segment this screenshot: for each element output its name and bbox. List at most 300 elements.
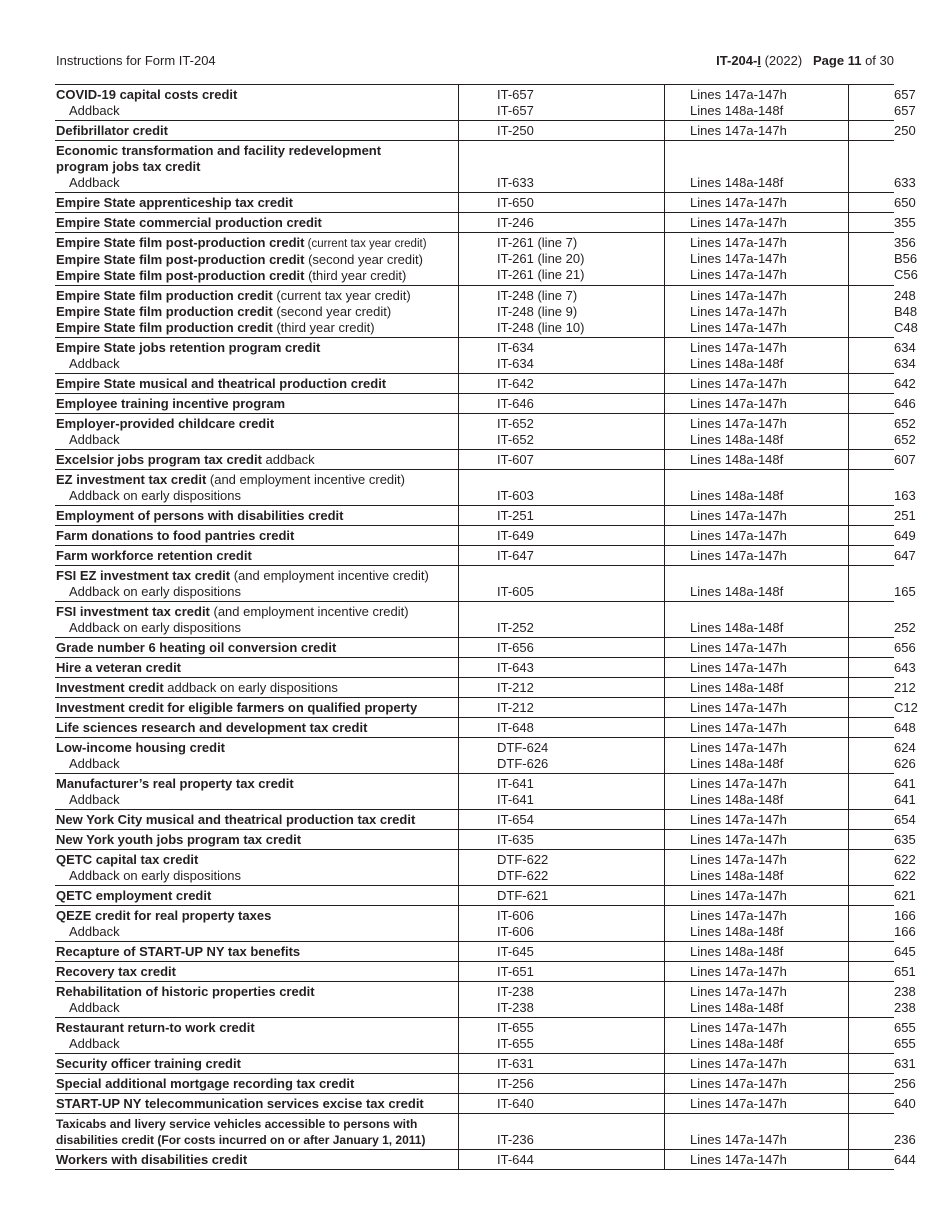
lines-value: Lines 148a-148f [690,432,784,447]
lines-value: Lines 148a-148f [690,792,784,807]
table-row [55,1074,894,1094]
addback-label: Addback [69,1000,120,1015]
credit-name: Excelsior jobs program tax credit [56,452,262,467]
table-row [55,906,894,942]
lines-value: Lines 147a-147h [690,320,787,335]
credit-name: Farm workforce retention credit [56,548,252,563]
credit-name-line [56,984,458,1000]
credit-name-line [56,964,458,980]
form-number: IT-251 [497,508,534,523]
credit-name: Empire State musical and theatrical production credit [56,376,387,391]
form-number: IT-647 [497,548,534,563]
lines-value: Lines 148a-148f [690,868,784,883]
form-number: IT-656 [497,640,534,655]
credit-name-cell [55,193,459,213]
document-title: Instructions for Form IT-204 [56,53,216,68]
credit-name-line [56,584,458,600]
credit-name-line [56,320,458,336]
lines-cell [665,774,849,810]
form-cell [459,1018,665,1054]
lines-cell [665,982,849,1018]
lines-cell [665,698,849,718]
form-cell [459,470,665,506]
code-cell: 252 [849,602,895,638]
credit-name: New York City musical and theatrical production tax credit [56,812,416,827]
credit-name-cell [55,1150,459,1170]
form-number: IT-605 [497,584,534,599]
code-cell: 621 [849,886,895,906]
code-cell: 651 [849,962,895,982]
credit-name-line [56,472,458,488]
credit-name-cell [55,85,459,121]
credit-name-line [56,868,458,884]
credit-name-line [56,620,458,636]
form-number: DTF-626 [497,756,549,771]
form-number: IT-246 [497,215,534,230]
table-row [55,982,894,1018]
addback-label: Addback on early dispositions [69,584,241,599]
credit-name-cell [55,213,459,233]
credit-name-line [56,215,458,231]
credit-name-cell [55,338,459,374]
lines-value: Lines 148a-148f [690,356,784,371]
page-number: Page 11 [813,53,862,68]
credit-name-line [56,1132,458,1148]
credit-name-line [56,756,458,772]
table-row [55,830,894,850]
form-cell [459,1150,665,1170]
credit-name-line [56,288,458,304]
lines-value: Lines 147a-147h [690,740,787,755]
credit-name: Recapture of START-UP NY tax benefits [56,944,301,959]
credit-name-line [56,1116,458,1132]
code-cell: 236 [849,1114,895,1150]
form-number: IT-256 [497,1076,534,1091]
credit-name-cell [55,374,459,394]
code-cell: 607 [849,450,895,470]
code-cell: 166 166 [849,906,895,942]
form-number: IT-236 [497,1132,534,1147]
form-number: IT-607 [497,452,534,467]
code-cell: 646 [849,394,895,414]
form-number: IT-641 [497,792,534,807]
lines-cell [665,1114,849,1150]
code-cell: 165 [849,566,895,602]
credits-table [55,84,918,1170]
credit-name-cell [55,1114,459,1150]
code-cell: 248 B48 C48 [849,286,895,338]
credit-name: Workers with disabilities credit [56,1152,248,1167]
form-cell [459,394,665,414]
form-cell [459,121,665,141]
credit-name-cell [55,850,459,886]
credit-name-line [56,528,458,544]
form-number [497,604,664,620]
table-row [55,450,894,470]
credit-name: Economic transformation and facility redevelopment [56,143,382,158]
form-cell [459,678,665,698]
lines-value: Lines 147a-147h [690,1076,787,1091]
form-number: IT-643 [497,660,534,675]
code-cell: 642 [849,374,895,394]
code-cell: 640 [849,1094,895,1114]
form-number: IT-635 [497,832,534,847]
credit-note: (third year credit) [272,320,375,335]
lines-value: Lines 147a-147h [690,528,787,543]
code-cell: 238 238 [849,982,895,1018]
lines-value: Lines 147a-147h [690,508,787,523]
form-number: IT-657 [497,103,534,118]
credit-name: FSI investment tax credit [56,604,210,619]
table-row [55,374,894,394]
form-number: IT-261 (line 21) [497,267,585,282]
table-row [55,286,894,338]
form-number: IT-261 (line 20) [497,251,585,266]
credit-name-line [56,812,458,828]
credit-name-cell [55,982,459,1018]
lines-value: Lines 147a-147h [690,195,787,210]
credit-name-cell [55,141,459,193]
form-cell [459,982,665,1018]
lines-value: Lines 147a-147h [690,812,787,827]
form-number: IT-649 [497,528,534,543]
code-cell: 644 [849,1150,895,1170]
credit-note: (and employment incentive credit) [206,472,405,487]
credit-name-line [56,660,458,676]
credit-name: Special additional mortgage recording tax credit [56,1076,355,1091]
form-cell [459,526,665,546]
lines-value: Lines 148a-148f [690,924,784,939]
table-row [55,566,894,602]
credit-name-cell [55,602,459,638]
form-cell [459,546,665,566]
credit-name-line [56,340,458,356]
page-total: of 30 [865,53,894,68]
credit-name: Farm donations to food pantries credit [56,528,295,543]
code-cell: 631 [849,1054,895,1074]
lines-value: Lines 148a-148f [690,488,784,503]
credit-name-cell [55,886,459,906]
credit-note: (second year credit) [304,252,423,267]
form-cell [459,774,665,810]
form-cell [459,698,665,718]
addback-label: Addback [69,792,120,807]
form-cell [459,906,665,942]
form-number: IT-652 [497,416,534,431]
form-number: IT-248 (line 7) [497,288,578,303]
lines-value: Lines 147a-147h [690,700,787,715]
form-cell [459,233,665,286]
credit-name-line [56,1096,458,1112]
table-row [55,886,894,906]
form-number [497,472,664,488]
table-row [55,1054,894,1074]
lines-value: Lines 147a-147h [690,852,787,867]
credit-name-line [56,1076,458,1092]
lines-value: Lines 147a-147h [690,1020,787,1035]
form-cell [459,141,665,193]
lines-value: Lines 148a-148f [690,620,784,635]
credit-name: Investment credit [56,680,164,695]
table-row [55,718,894,738]
lines-cell [665,450,849,470]
lines-cell [665,602,849,638]
lines-cell [665,886,849,906]
code-cell: 655 655 [849,1018,895,1054]
credit-name-line [56,944,458,960]
credit-name: Empire State film production credit [56,304,273,319]
form-number: IT-655 [497,1036,534,1051]
form-number [497,1116,664,1132]
form-cell [459,286,665,338]
lines-value: Lines 147a-147h [690,548,787,563]
form-number: IT-634 [497,340,534,355]
credit-name-cell [55,678,459,698]
lines-value: Lines 148a-148f [690,452,784,467]
table-row [55,141,894,193]
lines-cell [665,526,849,546]
form-number: IT-644 [497,1152,534,1167]
table-row [55,470,894,506]
credit-name-cell [55,233,459,286]
credit-name-cell [55,830,459,850]
lines-value: Lines 148a-148f [690,1036,784,1051]
credit-name: New York youth jobs program tax credit [56,832,302,847]
table-row [55,1114,894,1150]
credit-name-cell [55,698,459,718]
form-number [497,159,664,175]
credit-name-line [56,568,458,584]
credit-name-line [56,195,458,211]
lines-value: Lines 147a-147h [690,720,787,735]
addback-label: Addback [69,356,120,371]
form-cell [459,193,665,213]
table-row [55,850,894,886]
addback-label: Addback on early dispositions [69,488,241,503]
credit-name: Empire State film production credit [56,320,273,335]
lines-value: Lines 147a-147h [690,376,787,391]
table-row [55,638,894,658]
lines-value: Lines 147a-147h [690,304,787,319]
form-cell [459,638,665,658]
credit-name: QETC capital tax credit [56,852,199,867]
lines-cell [665,1054,849,1074]
form-number: IT-204-I [716,53,761,68]
lines-value: Lines 147a-147h [690,1096,787,1111]
lines-value: Lines 147a-147h [690,964,787,979]
lines-value: Lines 148a-148f [690,756,784,771]
credit-name-cell [55,1094,459,1114]
form-number: IT-640 [497,1096,534,1111]
credit-name-line [56,416,458,432]
credit-name: QETC employment credit [56,888,212,903]
form-cell [459,1074,665,1094]
code-cell: C12 [849,698,895,718]
credit-name-cell [55,1074,459,1094]
credit-name: disabilities credit (For costs incurred on or after January 1, 2011) [56,1133,426,1147]
form-number: IT-252 [497,620,534,635]
credit-name-line [56,252,458,268]
addback-label: Addback [69,924,120,939]
form-cell [459,566,665,602]
form-cell [459,506,665,526]
form-number: IT-212 [497,680,534,695]
credit-name: Empire State film post-production credit [56,268,305,283]
credit-name: Life sciences research and development tax credit [56,720,368,735]
table-row [55,193,894,213]
credit-name: Investment credit for eligible farmers on qualified property [56,700,418,715]
credit-name-line [56,508,458,524]
lines-cell [665,85,849,121]
credit-name: Grade number 6 heating oil conversion credit [56,640,337,655]
credit-name: FSI EZ investment tax credit [56,568,231,583]
lines-cell [665,193,849,213]
table-row [55,526,894,546]
table-row [55,338,894,374]
form-number: IT-633 [497,175,534,190]
table-row [55,394,894,414]
form-cell [459,338,665,374]
form-number: IT-606 [497,924,534,939]
credit-name-cell [55,506,459,526]
lines-value: Lines 148a-148f [690,944,784,959]
form-cell [459,962,665,982]
credit-note: (current tax year credit) [304,238,427,250]
credit-name-line [56,680,458,696]
credit-name-line [56,432,458,448]
form-number: DTF-622 [497,852,549,867]
credit-name-cell [55,738,459,774]
credit-name: Empire State jobs retention program credit [56,340,321,355]
addback-label: Addback [69,1036,120,1051]
form-cell [459,738,665,774]
credit-name-line [56,103,458,119]
lines-cell [665,1094,849,1114]
credit-name-line [56,356,458,372]
credit-name: program jobs tax credit [56,159,201,174]
credit-name-cell [55,1018,459,1054]
form-number: IT-642 [497,376,534,391]
form-cell [459,374,665,394]
form-number: IT-646 [497,396,534,411]
credit-name: Restaurant return-to work credit [56,1020,255,1035]
lines-value: Lines 147a-147h [690,235,787,250]
form-number: IT-650 [497,195,534,210]
form-number: IT-657 [497,87,534,102]
code-cell: 641 641 [849,774,895,810]
lines-value: Lines 147a-147h [690,416,787,431]
form-cell [459,886,665,906]
lines-cell [665,394,849,414]
addback-label: Addback [69,756,120,771]
form-number: IT-603 [497,488,534,503]
credit-name-line [56,268,458,284]
lines-value: Lines 148a-148f [690,1000,784,1015]
credit-name-cell [55,718,459,738]
lines-cell [665,810,849,830]
table-row [55,678,894,698]
table-row [55,85,894,121]
credit-name: Empire State film post-production credit [56,235,305,250]
credit-name: QEZE credit for real property taxes [56,908,272,923]
lines-cell [665,830,849,850]
lines-cell [665,658,849,678]
code-cell: 643 [849,658,895,678]
form-cell [459,213,665,233]
credit-name: Employment of persons with disabilities credit [56,508,344,523]
credit-name-line [56,452,458,468]
lines-value: Lines 147a-147h [690,340,787,355]
credit-name-cell [55,526,459,546]
code-cell: 652 652 [849,414,895,450]
form-number: IT-634 [497,356,534,371]
table-row [55,546,894,566]
code-cell: 163 [849,470,895,506]
lines-value: Lines 147a-147h [690,908,787,923]
lines-value: Lines 147a-147h [690,251,787,266]
form-cell [459,1114,665,1150]
form-number: IT-631 [497,1056,534,1071]
credit-name-cell [55,450,459,470]
credit-name-cell [55,470,459,506]
form-number: IT-652 [497,432,534,447]
table-row [55,1018,894,1054]
form-number: IT-648 [497,720,534,735]
credit-name-cell [55,286,459,338]
credit-name-line [56,832,458,848]
lines-value: Lines 147a-147h [690,87,787,102]
credit-name: Low-income housing credit [56,740,226,755]
form-number: DTF-621 [497,888,549,903]
credit-name-cell [55,810,459,830]
code-cell: 647 [849,546,895,566]
lines-cell [665,850,849,886]
lines-value: Lines 147a-147h [690,640,787,655]
credit-name: Rehabilitation of historic properties credit [56,984,315,999]
credit-name: Empire State apprenticeship tax credit [56,195,293,210]
credit-name-line [56,304,458,320]
lines-value: Lines 148a-148f [690,175,784,190]
credit-name-cell [55,774,459,810]
credit-name-cell [55,638,459,658]
lines-value [690,604,848,620]
code-cell: 656 [849,638,895,658]
code-cell: 622 622 [849,850,895,886]
form-cell [459,658,665,678]
credit-name-line [56,143,458,159]
lines-value: Lines 147a-147h [690,396,787,411]
credit-name-line [56,1020,458,1036]
table-row [55,658,894,678]
lines-cell [665,718,849,738]
lines-value: Lines 147a-147h [690,288,787,303]
credit-name-cell [55,1054,459,1074]
credit-name: Empire State commercial production credit [56,215,322,230]
credit-name-cell [55,121,459,141]
code-cell: 624 626 [849,738,895,774]
lines-value: Lines 147a-147h [690,888,787,903]
credit-name: Recovery tax credit [56,964,176,979]
credit-name-line [56,87,458,103]
lines-cell [665,546,849,566]
credits-table-body [55,85,918,1170]
lines-cell [665,942,849,962]
credit-name-line [56,908,458,924]
credit-note: (current tax year credit) [272,288,411,303]
lines-value [690,143,848,159]
credit-name-line [56,776,458,792]
lines-cell [665,506,849,526]
